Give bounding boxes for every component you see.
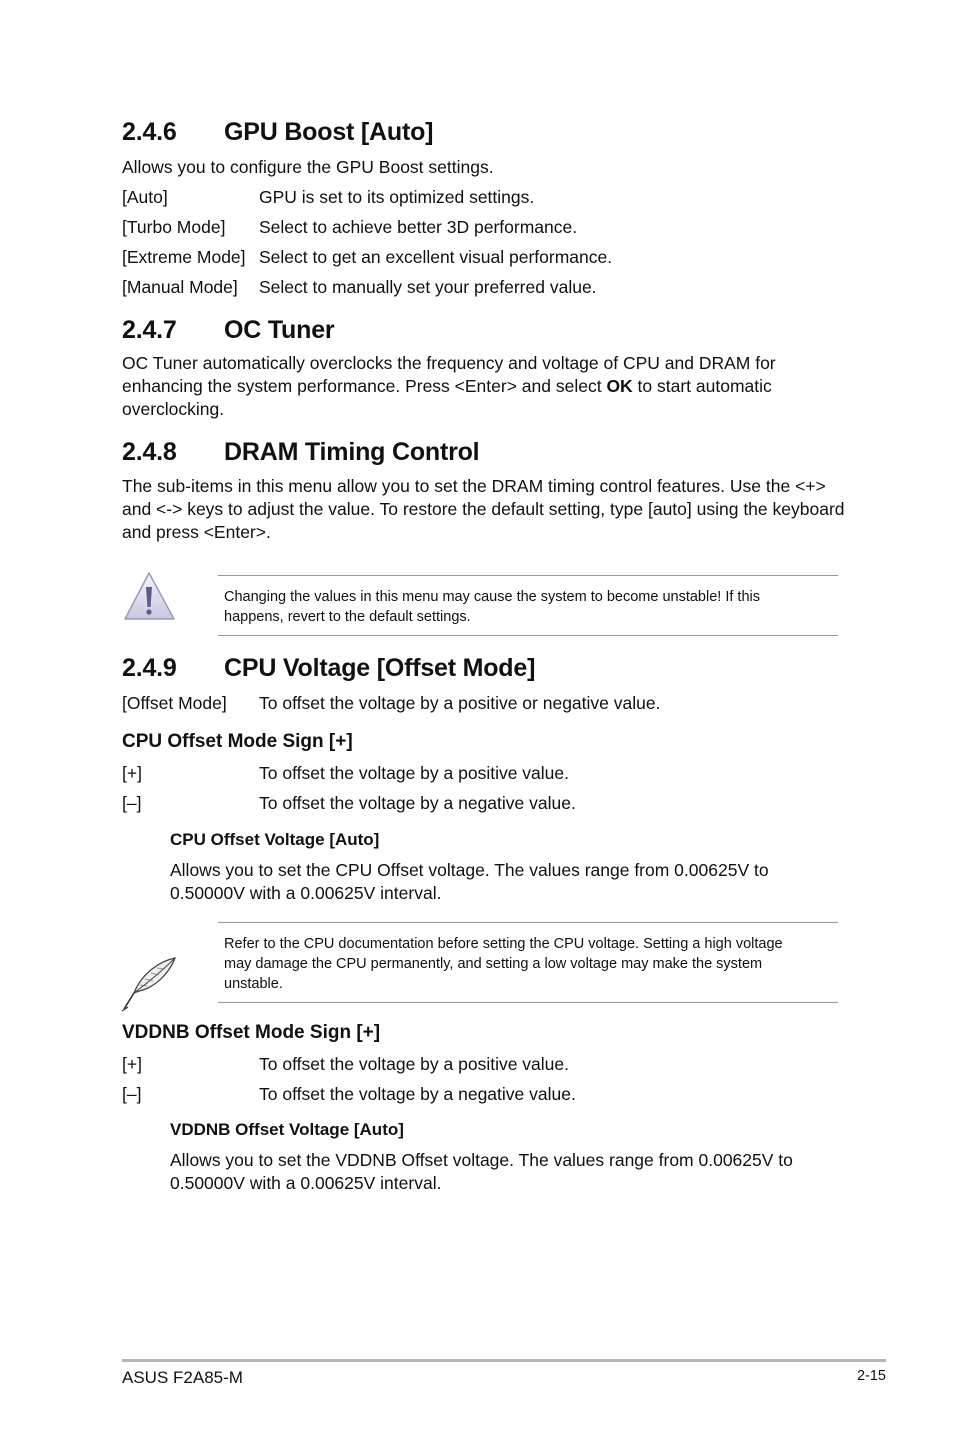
subheading-vddnb-offset-sign: VDDNB Offset Mode Sign [+] <box>122 1022 381 1043</box>
warning-text-line: Changing the values in this menu may cause the system to become unstable! If this <box>224 589 760 605</box>
section-heading-oc-tuner <box>122 316 822 348</box>
option-description: GPU is set to its optimized settings. <box>259 187 535 207</box>
text: to start automatic <box>632 376 772 396</box>
option-key: [+] <box>122 1054 142 1074</box>
option-key: [Offset Mode] <box>122 693 227 713</box>
subheading-cpu-offset-voltage: CPU Offset Voltage [Auto] <box>170 830 380 849</box>
paragraph-line: The sub-items in this menu allow you to set the DRAM timing control features. Use the <+> <box>122 476 826 496</box>
section-number: 2.4.9 <box>122 654 177 682</box>
option-description: To offset the voltage by a negative value. <box>259 793 576 813</box>
warning-top-rule <box>218 575 838 576</box>
quill-pen-note-icon <box>120 955 180 1013</box>
subheading-cpu-offset-sign: CPU Offset Mode Sign [+] <box>122 731 353 752</box>
paragraph-line <box>122 375 772 398</box>
option-description: Select to manually set your preferred value. <box>259 277 597 297</box>
option-key: [–] <box>122 793 142 813</box>
ok-keyword: OK <box>606 376 633 396</box>
section-title: OC Tuner <box>224 316 335 344</box>
option-key: [Turbo Mode] <box>122 217 226 237</box>
text: enhancing the system performance. Press <Enter> and select <box>122 376 607 396</box>
note-text-line: Refer to the CPU documentation before setting the CPU voltage. Setting a high voltage <box>224 936 783 952</box>
option-key: [Manual Mode] <box>122 277 238 297</box>
option-row <box>122 246 842 269</box>
option-description: To offset the voltage by a positive value. <box>259 1054 570 1074</box>
paragraph-line: and <-> keys to adjust the value. To restore the default setting, type [auto] using the keyboard <box>122 499 845 519</box>
paragraph-line: Allows you to set the VDDNB Offset voltage. The values range from 0.00625V to <box>170 1150 793 1170</box>
note-text-line: unstable. <box>224 976 283 992</box>
option-key: [–] <box>122 1084 142 1104</box>
paragraph-line: 0.50000V with a 0.00625V interval. <box>170 1173 442 1193</box>
option-description: Select to get an excellent visual performance. <box>259 247 613 267</box>
section-title: CPU Voltage [Offset Mode] <box>224 654 536 682</box>
option-row <box>122 1083 842 1106</box>
section-heading-gpu-boost <box>122 118 822 150</box>
option-key: [Extreme Mode] <box>122 247 246 267</box>
option-key: [+] <box>122 763 142 783</box>
paragraph-line: Allows you to set the CPU Offset voltage. The values range from 0.00625V to <box>170 860 769 880</box>
option-row <box>122 692 842 715</box>
warning-text-line: happens, revert to the default settings. <box>224 609 471 625</box>
warning-triangle-icon <box>122 570 178 624</box>
note-text-line: may damage the CPU permanently, and setting a low voltage may make the system <box>224 956 763 972</box>
option-description: Select to achieve better 3D performance. <box>259 217 578 237</box>
footer-page-number: 2-15 <box>856 1368 886 1384</box>
option-description: To offset the voltage by a negative value. <box>259 1084 576 1104</box>
option-row <box>122 276 842 299</box>
paragraph-line: 0.50000V with a 0.00625V interval. <box>170 883 442 903</box>
warning-bottom-rule <box>218 635 838 636</box>
option-description: To offset the voltage by a positive value. <box>259 763 570 783</box>
note-top-rule <box>218 922 838 923</box>
section-number: 2.4.6 <box>122 118 177 146</box>
subheading-vddnb-offset-voltage: VDDNB Offset Voltage [Auto] <box>170 1120 404 1139</box>
section-number: 2.4.8 <box>122 438 177 466</box>
option-row <box>122 216 842 239</box>
option-description: To offset the voltage by a positive or negative value. <box>259 693 661 713</box>
paragraph-line: OC Tuner automatically overclocks the frequency and voltage of CPU and DRAM for <box>122 353 776 373</box>
paragraph-line: and press <Enter>. <box>122 522 271 542</box>
section-heading-dram-timing <box>122 438 822 470</box>
paragraph-line: overclocking. <box>122 399 225 419</box>
footer-rule <box>122 1359 886 1362</box>
footer-product-name: ASUS F2A85-M <box>122 1368 243 1387</box>
option-row <box>122 1053 842 1076</box>
paragraph: Allows you to configure the GPU Boost settings. <box>122 157 494 177</box>
section-title: DRAM Timing Control <box>224 438 480 466</box>
section-number: 2.4.7 <box>122 316 177 344</box>
section-title: GPU Boost [Auto] <box>224 118 434 146</box>
option-row <box>122 792 842 815</box>
option-row <box>122 186 842 209</box>
section-heading-cpu-voltage <box>122 654 822 686</box>
option-key: [Auto] <box>122 187 168 207</box>
note-bottom-rule <box>218 1002 838 1003</box>
option-row <box>122 762 842 785</box>
